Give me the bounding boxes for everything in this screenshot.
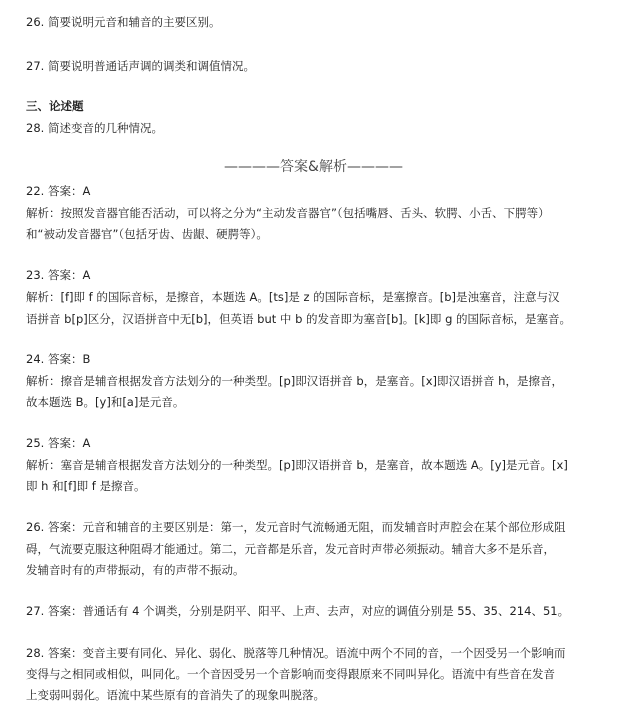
answer-25-explanation-line: 解析：塞音是辅音根据发音方法划分的一种类型。[p]即汉语拼音 b，是塞音，故本题选 A。[y]是元音。[x] bbox=[26, 458, 568, 472]
question-26: 26. 简要说明元音和辅音的主要区别。 bbox=[26, 15, 221, 29]
answer-28-line: 28. 答案：变音主要有同化、异化、弱化、脱落等几种情况。语流中两个不同的音，一个因受另一个影响而 bbox=[26, 646, 566, 660]
question-27: 27. 简要说明普通话声调的调类和调值情况。 bbox=[26, 59, 255, 73]
question-28: 28. 简述变音的几种情况。 bbox=[26, 121, 163, 135]
answer-23-explanation-line: 解析：[f]即 f 的国际音标，是擦音，本题选 A。[ts]是 z 的国际音标，是塞擦音。[b]是浊塞音，注意与汉 bbox=[26, 290, 560, 304]
answer-26-line: 碍，气流要克服这种阻碍才能通过。第二，元音都是乐音，发元音时声带必须振动。辅音大多不是乐音， bbox=[26, 542, 555, 556]
answer-23-explanation-line: 语拼音 b[p]区分，汉语拼音中无[b]，但英语 but 中 b 的发音即为塞音[b]。[k]即 g 的国际音标，是塞音。 bbox=[26, 312, 572, 326]
section-title: 三、论述题 bbox=[26, 99, 84, 113]
answer-22-explanation-line: 解析：按照发音器官能否活动，可以将之分为“主动发音器官”（包括嘴唇、舌头、软腭、小舌、下腭等） bbox=[26, 206, 550, 220]
answer-22-explanation-line: 和“被动发音器官”（包括牙齿、齿龈、硬腭等）。 bbox=[26, 227, 268, 241]
answer-25-explanation-line: 即 h 和[f]即 f 是擦音。 bbox=[26, 479, 146, 493]
answer-27-line: 27. 答案：普通话有 4 个调类，分别是阴平、阳平、上声、去声，对应的调值分别是 55、35、214、51。 bbox=[26, 604, 570, 618]
answer-28-line: 变得与之相同或相似，叫同化。一个音因受另一个音影响而变得跟原来不同叫异化。语流中有些音在发音 bbox=[26, 667, 555, 681]
answer-26-line: 26. 答案：元音和辅音的主要区别是：第一，发元音时气流畅通无阻，而发辅音时声腔会在某个部位形成阻 bbox=[26, 520, 566, 534]
answer-23-heading: 23. 答案：A bbox=[26, 268, 91, 282]
answer-28-line: 上变弱叫弱化。语流中某些原有的音消失了的现象叫脱落。 bbox=[26, 688, 325, 702]
answer-divider: ————答案&解析———— bbox=[224, 159, 403, 175]
answer-22-heading: 22. 答案：A bbox=[26, 184, 91, 198]
answer-24-explanation-line: 故本题选 B。[y]和[a]是元音。 bbox=[26, 395, 185, 409]
answer-25-heading: 25. 答案：A bbox=[26, 436, 91, 450]
answer-24-explanation-line: 解析：擦音是辅音根据发音方法划分的一种类型。[p]即汉语拼音 b，是塞音。[x]即汉语拼音 h，是擦音， bbox=[26, 374, 563, 388]
answer-26-line: 发辅音时有的声带振动，有的声带不振动。 bbox=[26, 563, 245, 577]
answer-24-heading: 24. 答案：B bbox=[26, 352, 91, 366]
